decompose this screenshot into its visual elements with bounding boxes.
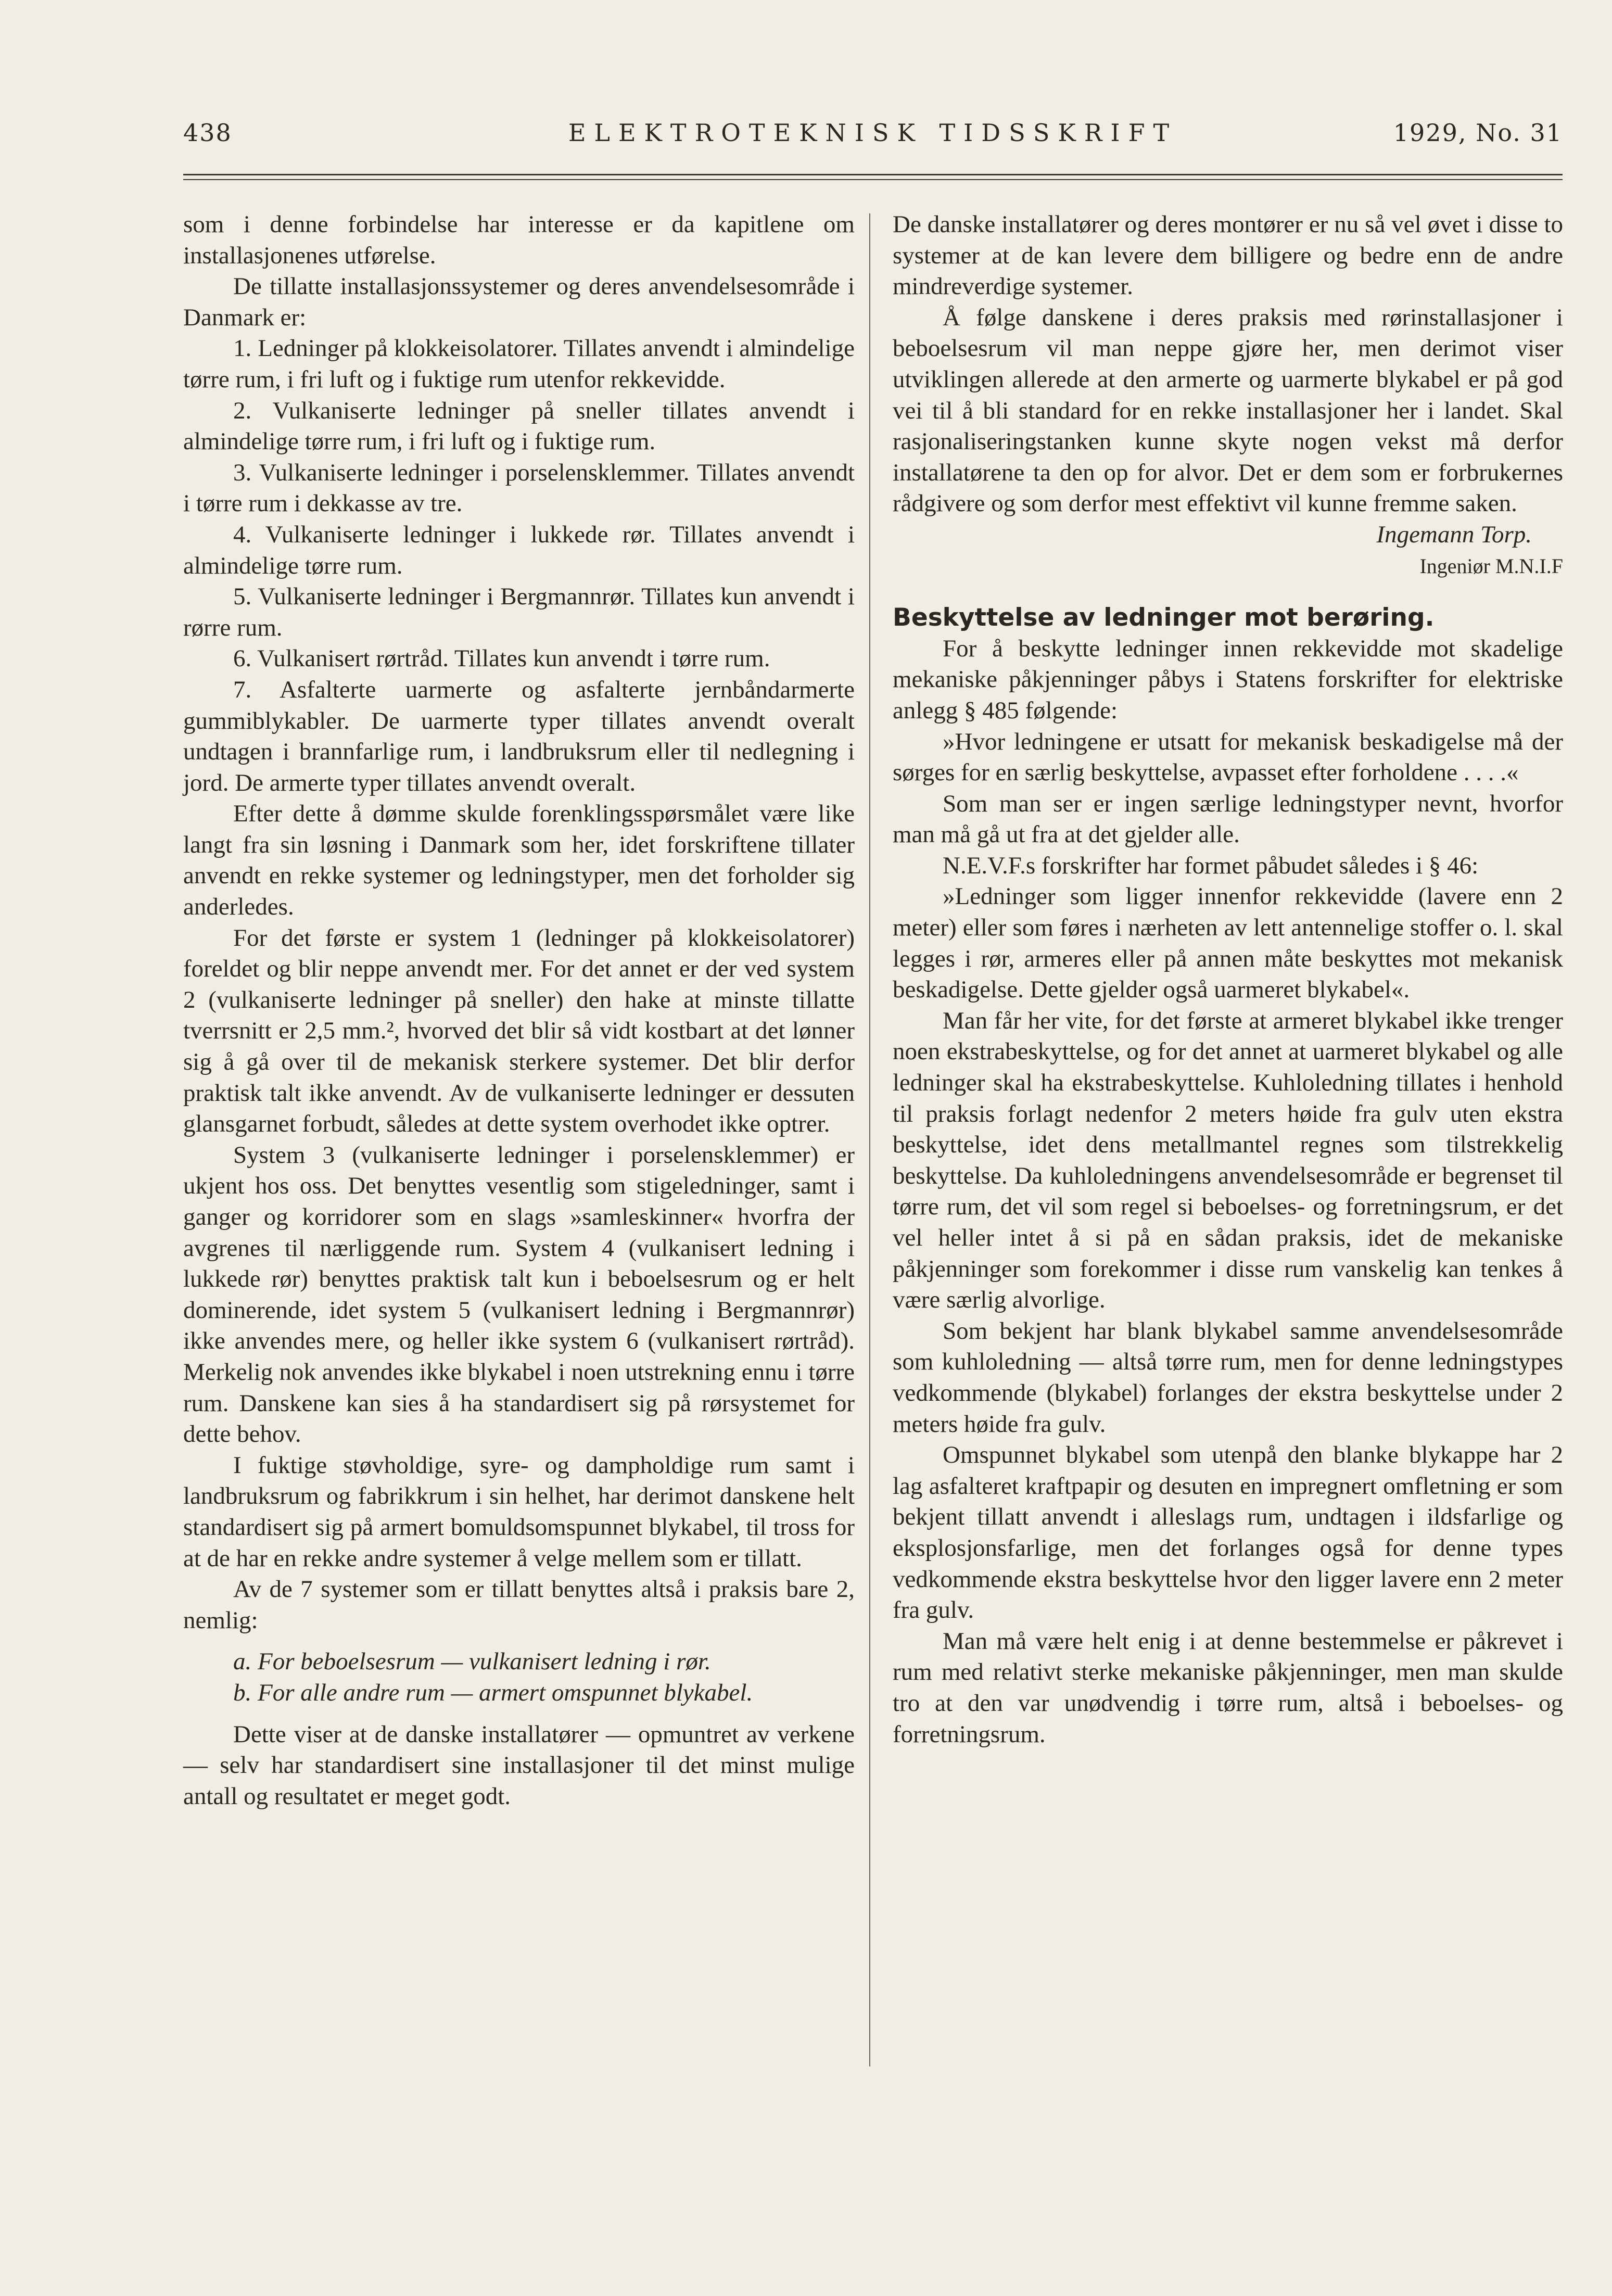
paragraph: som i denne forbindelse har interesse er da kapitlene om installasjonenes utførelse. bbox=[183, 211, 855, 269]
paragraph: N.E.V.F.s forskrifter har formet påbudet således i § 46: bbox=[943, 852, 1479, 879]
paragraph: Av de 7 systemer som er tillatt benyttes altså i praksis bare 2, nemlig: bbox=[183, 1576, 855, 1634]
paragraph: Man får her vite, for det første at armeret blykabel ikke trenger noen ekstrabeskyttelse, og for det annet at uarmeret blykabel og alle ledninger skal ha ekstrabeskyttelse. Kuhloledning tillates i henhold til praksis forlagt nedenfor 2 meters høide fra gulv uten ekstra beskyttelse, idet dens metallmantel regnes som tilstrekkelig beskyttelse. Da kuhloledningens anvendelsesområde er begrenset til tørre rum, det vil som regel si beboelses- og forretningsrum, er det vel heller intet å si på en sådan praksis, idet de mekaniske påkjenninger som forekommer i disse rum vanskelig kan tenkes å være særlig alvorlige. bbox=[893, 1007, 1563, 1314]
list-item: 3. Vulkaniserte ledninger i porselensklemmer. Tillates anvendt i tørre rum i dekkasse av tre. bbox=[183, 459, 855, 517]
issue-label: 1929, No. 31 bbox=[1393, 119, 1563, 147]
list-item-a: a. For beboelsesrum — vulkanisert ledning i rør. bbox=[233, 1648, 711, 1676]
quote: »Ledninger som ligger innenfor rekkevidde (lavere enn 2 meter) eller som føres i nærheten av lett antennelige stoffer o. l. skal legges i rør, armeres eller på annen måte beskyttes mot mekanisk beskadigelse. Dette gjelder også uarmeret blykabel«. bbox=[893, 883, 1563, 1004]
paragraph: System 3 (vulkaniserte ledninger i porselensklemmer) er ukjent hos oss. Det benyttes vesentlig som stigeledninger, samt i ganger og korridorer som en slags »samleskinner« hvorfra der avgrenes til nærliggende rum. System 4 (vulkanisert ledning i lukkede rør) benyttes praktisk talt kun i beboelsesrum og er helt dominerende, idet system 5 (vulkanisert ledning i Bergmannrør) ikke anvendes mere, og heller ikke system 6 (vulkanisert rørtråd). Merkelig nok anvendes ikke blykabel i noen utstrekning ennu i tørre rum. Danskene kan sies å ha standardisert sig på rørsystemet for dette behov. bbox=[183, 1141, 855, 1448]
paragraph: Som man ser er ingen særlige ledningstyper nevnt, hvorfor man må gå ut fra at det gjelder alle. bbox=[893, 790, 1563, 848]
column-divider bbox=[869, 213, 870, 2066]
left-column bbox=[183, 209, 855, 1812]
paragraph: Omspunnet blykabel som utenpå den blanke blykappe har 2 lag asfalteret kraftpapir og desuten en impregnert omfletning er som bekjent tillatt anvendt i alleslags rum, undtagen i ildsfarlige og eksplosjonsfarlige, men det forlanges også for denne types vedkommende ekstra beskyttelse hvor den ligger lavere enn 2 meter fra gulv. bbox=[893, 1441, 1563, 1624]
author-signature: Ingemann Torp. bbox=[1376, 521, 1532, 548]
paragraph: For å beskytte ledninger innen rekkevidde mot skadelige mekaniske påkjenninger påbys i Statens forskrifter for elektriske anlegg § 485 følgende: bbox=[893, 635, 1563, 724]
paragraph: I fuktige støvholdige, syre- og dampholdige rum samt i landbruksrum og fabrikkrum i sin helhet, har derimot danskene helt standardisert sig på armert bomuldsomspunnet blykabel, til tross for at de har en rekke andre systemer å velge mellem som er tillatt. bbox=[183, 1451, 855, 1572]
paragraph: Som bekjent har blank blykabel samme anvendelsesområde som kuhloledning — altså tørre rum, men for denne ledningstypes vedkommende (blykabel) forlanges der ekstra beskyttelse under 2 meters høide fra gulv. bbox=[893, 1317, 1563, 1438]
page-number: 438 bbox=[183, 119, 232, 147]
paragraph: De tillatte installasjonssystemer og deres anvendelsesområde i Danmark er: bbox=[183, 273, 855, 331]
paragraph: Efter dette å dømme skulde forenklingsspørsmålet være like langt fra sin løsning i Danmark som her, idet forskriftene tillater anvendt en rekke systemer og ledningstyper, men det forholder sig anderledes. bbox=[183, 800, 855, 921]
header-rule-bottom bbox=[183, 179, 1563, 180]
journal-title: ELEKTROTEKNISK TIDSSKRIFT bbox=[568, 119, 1178, 147]
list-item: 2. Vulkaniserte ledninger på sneller tillates anvendt i almindelige tørre rum, i fri luft og i fuktige rum. bbox=[183, 397, 855, 455]
list-item: 5. Vulkaniserte ledninger i Bergmannrør. Tillates kun anvendt i rørre rum. bbox=[183, 583, 855, 641]
list-item-b: b. For alle andre rum — armert omspunnet blykabel. bbox=[233, 1679, 753, 1706]
paragraph: Å følge danskene i deres praksis med rørinstallasjoner i beboelsesrum vil man neppe gjøre her, men derimot viser utviklingen allerede at den armerte og uarmerte blykabel er på god vei til å bli standard for en rekke installasjoner her i landet. Skal rasjonaliseringstanken kunne skyte nogen vekst må derfor installatørene ta den op for alvor. Det er dem som er forbrukernes rådgivere og som derfor mest effektivt vil kunne fremme saken. bbox=[893, 303, 1563, 517]
list-item: 7. Asfalterte uarmerte og asfalterte jernbåndarmerte gummiblykabler. De uarmerte typer tillates anvendt overalt undtagen i brannfarlige rum, i landbruksrum eller til nedlegning i jord. De armerte typer tillates anvendt overalt. bbox=[183, 676, 855, 796]
quote: »Hvor ledningene er utsatt for mekanisk beskadigelse må der sørges for en særlig beskyttelse, avpasset efter forholdene . . . .« bbox=[893, 728, 1563, 787]
paragraph: Man må være helt enig i at denne bestemmelse er påkrevet i rum med relativt sterke mekaniske påkjenninger, men man skulde tro at den var unødvendig i tørre rum, altså i beboelses- og forretningsrum. bbox=[893, 1627, 1563, 1748]
paragraph: For det første er system 1 (ledninger på klokkeisolatorer) foreldet og blir neppe anvendt mer. For det annet er der ved system 2 (vulkaniserte ledninger på sneller) den hake at minste tillatte tverrsnitt er 2,5 mm.², hvorved det blir så vidt kostbart at det lønner sig å gå over til de mekanisk sterkere systemer. Det blir derfor praktisk talt ikke anvendt. Av de vulkaniserte ledninger er dessuten glansgarnet forbudt, således at dette system overhodet ikke optrer. bbox=[183, 924, 855, 1138]
author-title: Ingeniør M.N.I.F bbox=[1419, 554, 1563, 578]
list-item: 4. Vulkaniserte ledninger i lukkede rør. Tillates anvendt i almindelige tørre rum. bbox=[183, 521, 855, 579]
list-item: 1. Ledninger på klokkeisolatorer. Tillates anvendt i almindelige tørre rum, i fri luft og i fuktige rum utenfor rekkevidde. bbox=[183, 335, 855, 393]
section-heading: Beskyttelse av ledninger mot berøring. bbox=[893, 603, 1435, 632]
list-item: 6. Vulkanisert rørtråd. Tillates kun anvendt i tørre rum. bbox=[233, 645, 770, 673]
header-rule-top bbox=[183, 174, 1563, 175]
right-column bbox=[893, 209, 1563, 1750]
paragraph: De danske installatører og deres montører er nu så vel øvet i disse to systemer at de kan levere dem billigere og bedre enn de andre mindreverdige systemer. bbox=[893, 211, 1563, 300]
running-header bbox=[183, 119, 1563, 160]
paragraph: Dette viser at de danske installatører — opmuntret av verkene — selv har standardisert sine installasjoner til det minst mulige antall og resultatet er meget godt. bbox=[183, 1720, 855, 1810]
